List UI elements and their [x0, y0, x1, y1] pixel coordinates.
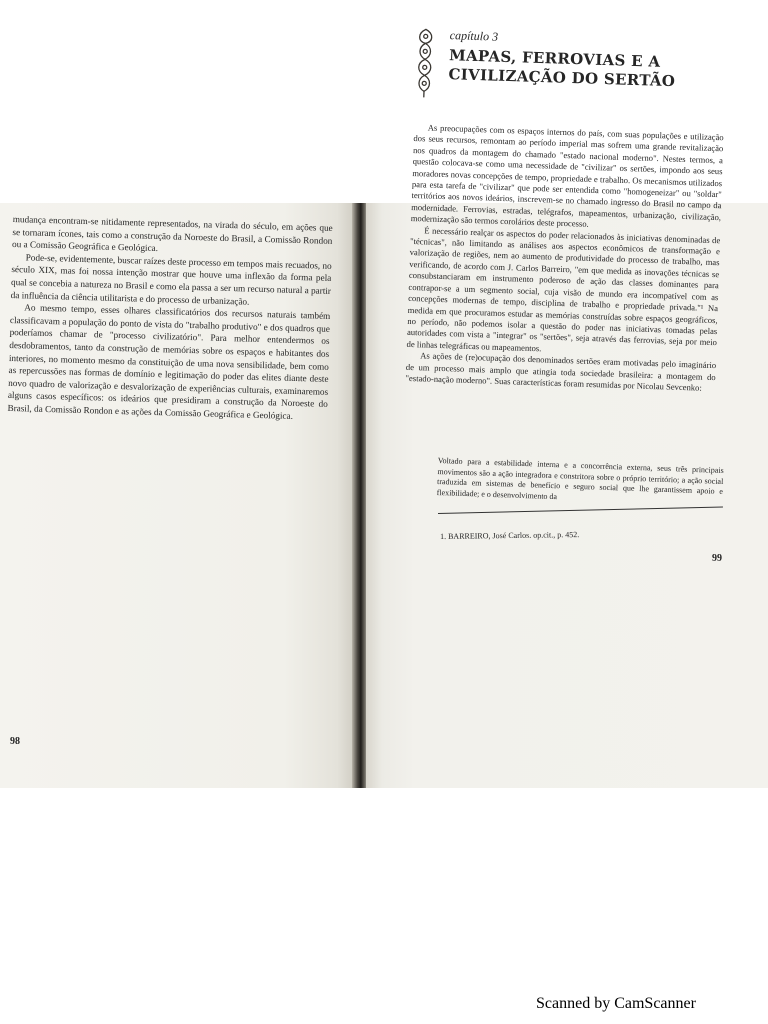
footnote: 1. BARREIRO, José Carlos. op.cit., p. 452. — [440, 530, 580, 541]
chapter-title — [448, 46, 709, 92]
chapter-label: capítulo 3 — [449, 28, 499, 44]
scanner-watermark: Scanned by CamScanner — [536, 995, 696, 1012]
right-paragraph-3: As ações de (re)ocupação dos denominados sertões eram motivadas pelo imaginário de um processo mais amplo que atingia toda sociedade brasileira: a montagem do "estado-nação moderno". Suas características foram resumidas por Nicolau Sevcenko: — [405, 350, 717, 393]
left-paragraph-2: Pode-se, evidentemente, buscar raízes deste processo em tempos mais recuados, no século XIX, mas foi nossa intenção mostrar que houve uma inflexão da forma pela qual se concebia a natureza no Brasil e como ela passa a ser um recurso natural a partir da influência da ciência utilitarista e do processo de urbanização. — [10, 252, 332, 307]
left-paragraph-3: Ao mesmo tempo, esses olhares classificatórios dos recursos naturais também classificavam a população do ponto de vista do "trabalho produtivo" e dos quadros que poderíamos chamar de "processo civilizatório". Para melhor entendermos os desdobramentos, tanto da construção de memórias sobre os espaços e habitantes dos interiores, no momento mesmo da constituição de uma nova sensibilidade, bem como as repercussões nas formas de domínio e legitimação do poder das elites diante deste novo quadro de valorização e desvalorização de experiências culturais, examinaremos alguns casos específicos: os ideários que presidiram a construção da Noroeste do Brasil, da Comissão Rondon e as ações da Comissão Geográfica e Geológica. — [7, 302, 331, 421]
left-page-number: 98 — [10, 736, 20, 747]
left-page — [0, 203, 355, 788]
chapter-title-line-1: MAPAS, FERROVIAS E A — [448, 46, 661, 71]
right-paragraph-2: É necessário realçar os aspectos do poder relacionados às iniciativas denominadas de "técnicas", não limitando as análises aos aspectos econômicos de transformação e valorização de regiões, nem ao aumento de produtividade do processo de trabalho, mas verificando, de acordo com J. Carlos Barreiro, "em que medida as inovações técnicas se consubstanciaram em instrumento poderoso de ação das classes dominantes para contrapor-se a um segmento social, cuja visão de mundo era incompatível com as concepções modernas de tempo, disciplina de trabalho e propriedade privada."¹ Na medida em que procuramos estudar as memórias construídas sobre espaços geográficos, no período, não podemos isolar a questão do poder nas iniciativas tomadas pelas autoridades com vista a "integrar" os "sertões", seja através das ferrovias, seja por meio de linhas telegráficas ou mapeamentos. — [406, 225, 721, 354]
floral-ornament-icon — [412, 27, 438, 100]
chapter-title-line-2: CIVILIZAÇÃO DO SERTÃO — [448, 65, 676, 91]
right-page-text — [405, 122, 724, 394]
chapter-heading — [411, 27, 713, 116]
left-page-text — [7, 213, 333, 423]
quote-text: Voltado para a estabilidade interna e a concorrência externa, seus três principais movimentos são a ação integradora e constritora sobre o próprio território; a ação social traduzida em sistemas de benefício e seguro social que lhe garantissem apoio e flexibilidade; e o desenvolvimento da — [436, 456, 724, 501]
right-paragraph-1: As preocupações com os espaços internos do país, com suas populações e utilização dos seus recursos, remontam ao período imperial mas sofrem uma grande revitalização nos quadros da montagem do chamado "estado nacional moderno". Nestes termos, a questão colocava-se como uma necessidade de "civilizar" os sertões, impondo aos seus moradores novas concepções de tempo, propriedade e trabalho. Os mecanismos utilizados para esta tarefa de "civilizar" que pode ser entendida como "homogeneizar" ou "soldar" territórios aos novos ideários, inscrevem-se no chamado ingresso do Brasil no campo da modernidade. Ferrovias, estradas, telégrafos, mapeamentos, urbanização, civilização, modernização são termos corolários deste processo. — [410, 122, 724, 230]
left-paragraph-1: mudança encontram-se nitidamente representados, na virada do século, em ações que se tornaram ícones, tais como a construção da Noroeste do Brasil, a Comissão Rondon ou a Comissão Geográfica e Geológica. — [11, 213, 333, 254]
right-page-number: 99 — [712, 553, 722, 564]
